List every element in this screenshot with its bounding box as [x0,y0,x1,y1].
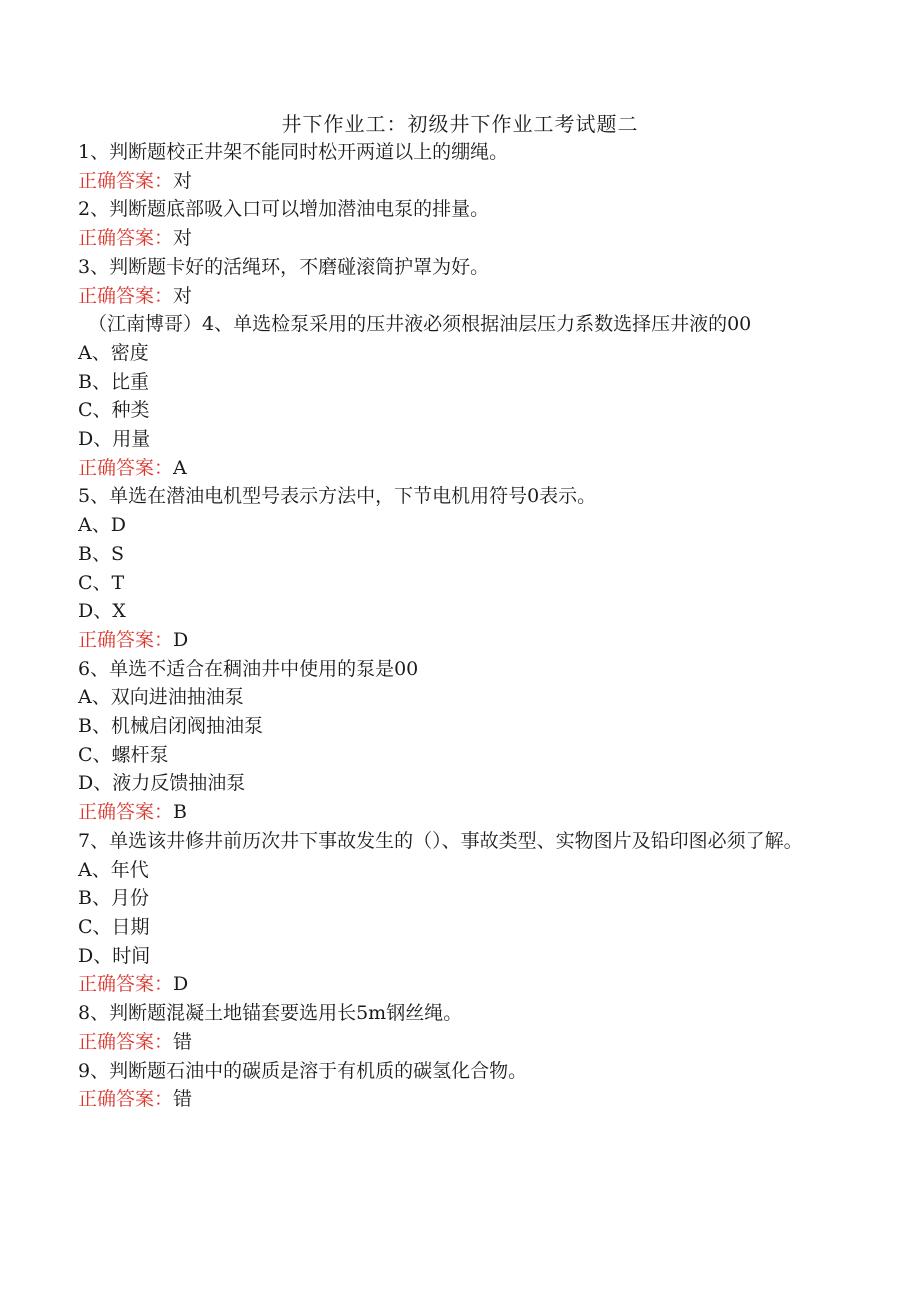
correct-answer [78,224,838,253]
correct-answer [78,454,838,483]
correct-answer-label: 正确答案： [78,227,174,250]
correct-answer [78,970,838,999]
question-text: 2、判断题底部吸入口可以增加潜油电泵的排量。 [78,198,490,221]
correct-answer [78,798,838,827]
question-list [78,138,838,1114]
correct-answer [78,1028,838,1057]
correct-answer-value: 对 [173,227,193,250]
answer-option: A、双向进油抽油泵 [78,686,244,709]
correct-answer-label: 正确答案： [78,284,174,307]
correct-answer-value: 错 [173,1088,193,1111]
answer-option: B、S [78,542,124,565]
answer-option: C、日期 [78,915,150,938]
answer-option: D、时间 [78,944,151,967]
correct-answer [78,626,838,655]
correct-answer-value: 对 [173,169,193,192]
correct-answer-value: B [173,801,187,824]
correct-answer [78,282,838,311]
correct-answer-label: 正确答案： [78,801,174,824]
answer-option: C、螺杆泵 [78,743,169,766]
question-text: 7、单选该井修井前历次井下事故发生的（）、事故类型、实物图片及铅印图必须了解。 [78,829,803,852]
correct-answer-value: 对 [173,284,193,307]
correct-answer-label: 正确答案： [78,628,174,651]
answer-option: B、比重 [78,370,149,393]
answer-option: A、密度 [78,341,149,364]
answer-option: C、T [78,571,125,594]
page-title: 井下作业工：初级井下作业工考试题二 [281,112,639,136]
answer-option: B、月份 [78,887,149,910]
correct-answer-label: 正确答案： [78,456,174,479]
correct-answer-value: D [173,628,189,651]
question-text: 5、单选在潜油电机型号表示方法中，下节电机用符号0表示。 [78,485,597,508]
answer-option: D、X [78,600,126,623]
correct-answer-label: 正确答案： [78,1030,174,1053]
correct-answer-value: A [173,456,187,479]
correct-answer-label: 正确答案： [78,169,174,192]
question-text: 1、判断题校正井架不能同时松开两道以上的绷绳。 [78,141,509,163]
answer-option: A、年代 [78,858,149,881]
question-text: 8、判断题混凝土地锚套要选用长5m钢丝绳。 [78,1002,463,1025]
correct-answer-label: 正确答案： [78,1088,174,1111]
question-text: 6、单选不适合在稠油井中使用的泵是00 [78,657,419,680]
answer-option: D、用量 [78,428,151,451]
answer-option: D、液力反馈抽油泵 [78,772,246,795]
question-text: 9、判断题石油中的碳质是溶于有机质的碳氢化合物。 [78,1059,528,1082]
question-text: （江南博哥）4、单选检泵采用的压井液必须根据油层压力系数选择压井液的00 [88,313,752,336]
correct-answer-label: 正确答案： [78,973,174,996]
answer-option: A、D [78,514,126,537]
correct-answer [78,1085,838,1114]
correct-answer-value: 错 [173,1030,193,1053]
question-text: 3、判断题卡好的活绳环，不磨碰滚筒护罩为好。 [78,255,490,278]
answer-option: B、机械启闭阀抽油泵 [78,715,263,738]
answer-option: C、种类 [78,399,150,422]
correct-answer-value: D [173,973,189,996]
correct-answer [78,167,838,196]
